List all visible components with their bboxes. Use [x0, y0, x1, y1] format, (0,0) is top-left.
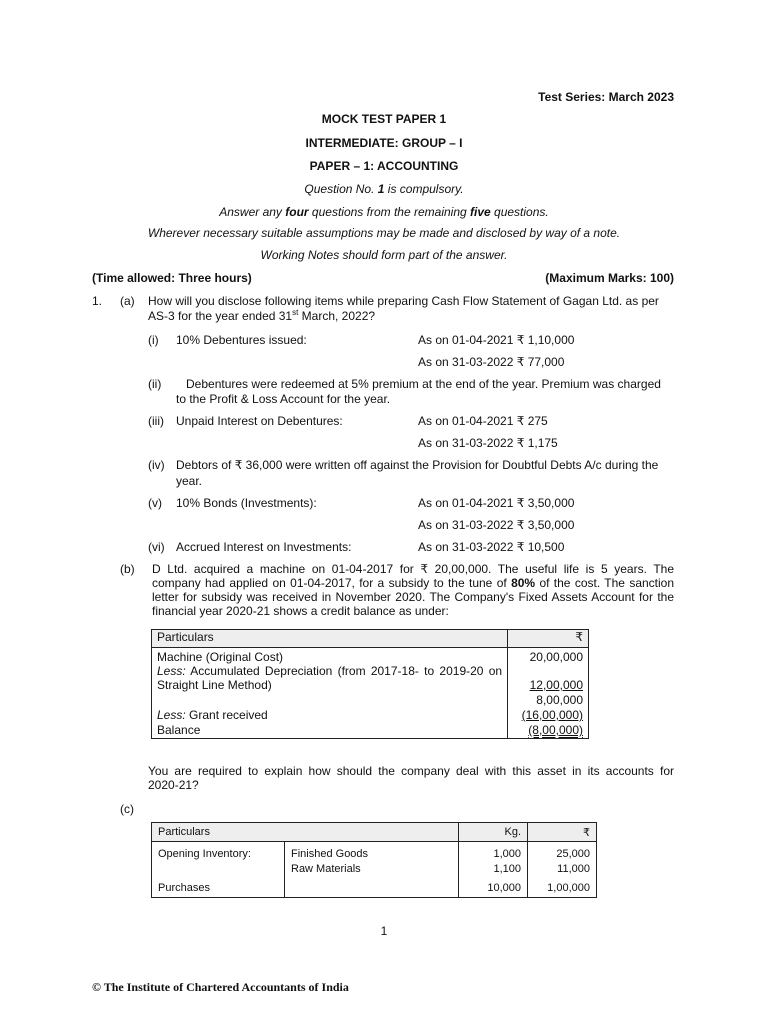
header-kg: Kg.	[459, 823, 528, 842]
item-iii-value-2022: As on 31-03-2022 ₹ 1,175	[418, 436, 558, 450]
fixed-assets-table	[151, 629, 589, 739]
table-row: Opening Inventory: Finished Goods 1,000 25,000	[152, 842, 597, 861]
item-i-text: 10% Debentures issued:	[176, 333, 307, 347]
instruction-working-notes: Working Notes should form part of the answer.	[260, 248, 508, 262]
part-a-label: (a)	[120, 294, 135, 308]
test-series-label: Test Series: March 2023	[538, 90, 674, 104]
maximum-marks: (Maximum Marks: 100)	[545, 271, 674, 285]
item-vi-value-2022: As on 31-03-2022 ₹ 10,500	[418, 540, 565, 554]
question-number: 1.	[92, 294, 103, 308]
part-b-question: You are required to explain how should the company deal with this asset in its accounts for 2020-21?	[148, 764, 674, 792]
part-c-label: (c)	[120, 802, 134, 816]
item-i-value-2021: As on 01-04-2021 ₹ 1,10,000	[418, 333, 575, 347]
table-row: Less: Accumulated Depreciation (from 2017-18- to 2019-20 on Straight Line Method) 12,00,000	[152, 664, 589, 692]
item-v-text: 10% Bonds (Investments):	[176, 496, 317, 510]
part-b-label: (b)	[120, 562, 135, 576]
inventory-table	[151, 822, 597, 898]
header-amount: ₹	[508, 630, 589, 648]
header-particulars: Particulars	[152, 630, 508, 648]
item-i-value-2022: As on 31-03-2022 ₹ 77,000	[418, 355, 565, 369]
table-row: Raw Materials 1,100 11,000	[152, 860, 597, 875]
paper-subtitle: PAPER – 1: ACCOUNTING	[309, 159, 459, 173]
table-row: Less: Grant received (16,00,000)	[152, 707, 589, 722]
table-header-row	[152, 630, 589, 648]
item-v-label: (v)	[148, 496, 162, 510]
table-row: Machine (Original Cost) 20,00,000	[152, 648, 589, 665]
header-particulars: Particulars	[152, 823, 459, 842]
item-iv-text-2: year.	[176, 474, 203, 488]
part-b-text: D Ltd. acquired a machine on 01-04-2017 for ₹ 20,00,000. The useful life is 5 years. The company had applied on 01-04-2017, for a subsidy to the tune of 80% of the cost. The sanction letter for subsidy was received in November 2020. The Company's Fixed Assets Account for the financial year 2020-21 shows a credit balance as under:	[152, 562, 675, 618]
item-vi-label: (vi)	[148, 540, 165, 554]
instruction-compulsory: Question No. 1 is compulsory.	[304, 182, 464, 196]
time-allowed: (Time allowed: Three hours)	[92, 271, 252, 285]
item-vi-text: Accrued Interest on Investments:	[176, 540, 352, 554]
item-iv-text-1: Debtors of ₹ 36,000 were written off against the Provision for Doubtful Debts A/c during the	[176, 458, 659, 472]
instruction-answer-any: Answer any four questions from the remaining five questions.	[219, 205, 549, 219]
item-v-value-2021: As on 01-04-2021 ₹ 3,50,000	[418, 496, 575, 510]
item-iii-text: Unpaid Interest on Debentures:	[176, 414, 343, 428]
header-amount: ₹	[528, 823, 597, 842]
page-number: 1	[380, 924, 388, 938]
footer-copyright: © The Institute of Chartered Accountants of India	[92, 980, 349, 994]
item-iii-value-2021: As on 01-04-2021 ₹ 275	[418, 414, 548, 428]
group-title: INTERMEDIATE: GROUP – I	[305, 136, 463, 150]
item-i-label: (i)	[148, 333, 159, 347]
item-ii-text-1: Debentures were redeemed at 5% premium at the end of the year. Premium was charged	[186, 377, 661, 391]
table-row: Balance (8,00,000)	[152, 722, 589, 739]
table-row: Purchases 10,000 1,00,000	[152, 875, 597, 898]
part-a-text: How will you disclose following items while preparing Cash Flow Statement of Gagan Ltd. as per AS-3 for the year ended 31st March, 2022?	[148, 294, 659, 323]
instruction-assumptions: Wherever necessary suitable assumptions may be made and disclosed by way of a note.	[147, 226, 621, 240]
table-row: 8,00,000	[152, 692, 589, 707]
item-v-value-2022: As on 31-03-2022 ₹ 3,50,000	[418, 518, 575, 532]
item-iii-label: (iii)	[148, 414, 164, 428]
item-ii-label: (ii)	[148, 377, 162, 391]
table-header-row	[152, 823, 597, 842]
paper-title: MOCK TEST PAPER 1	[321, 112, 447, 126]
item-iv-label: (iv)	[148, 458, 165, 472]
item-ii-text-2: to the Profit & Loss Account for the year.	[176, 392, 391, 406]
